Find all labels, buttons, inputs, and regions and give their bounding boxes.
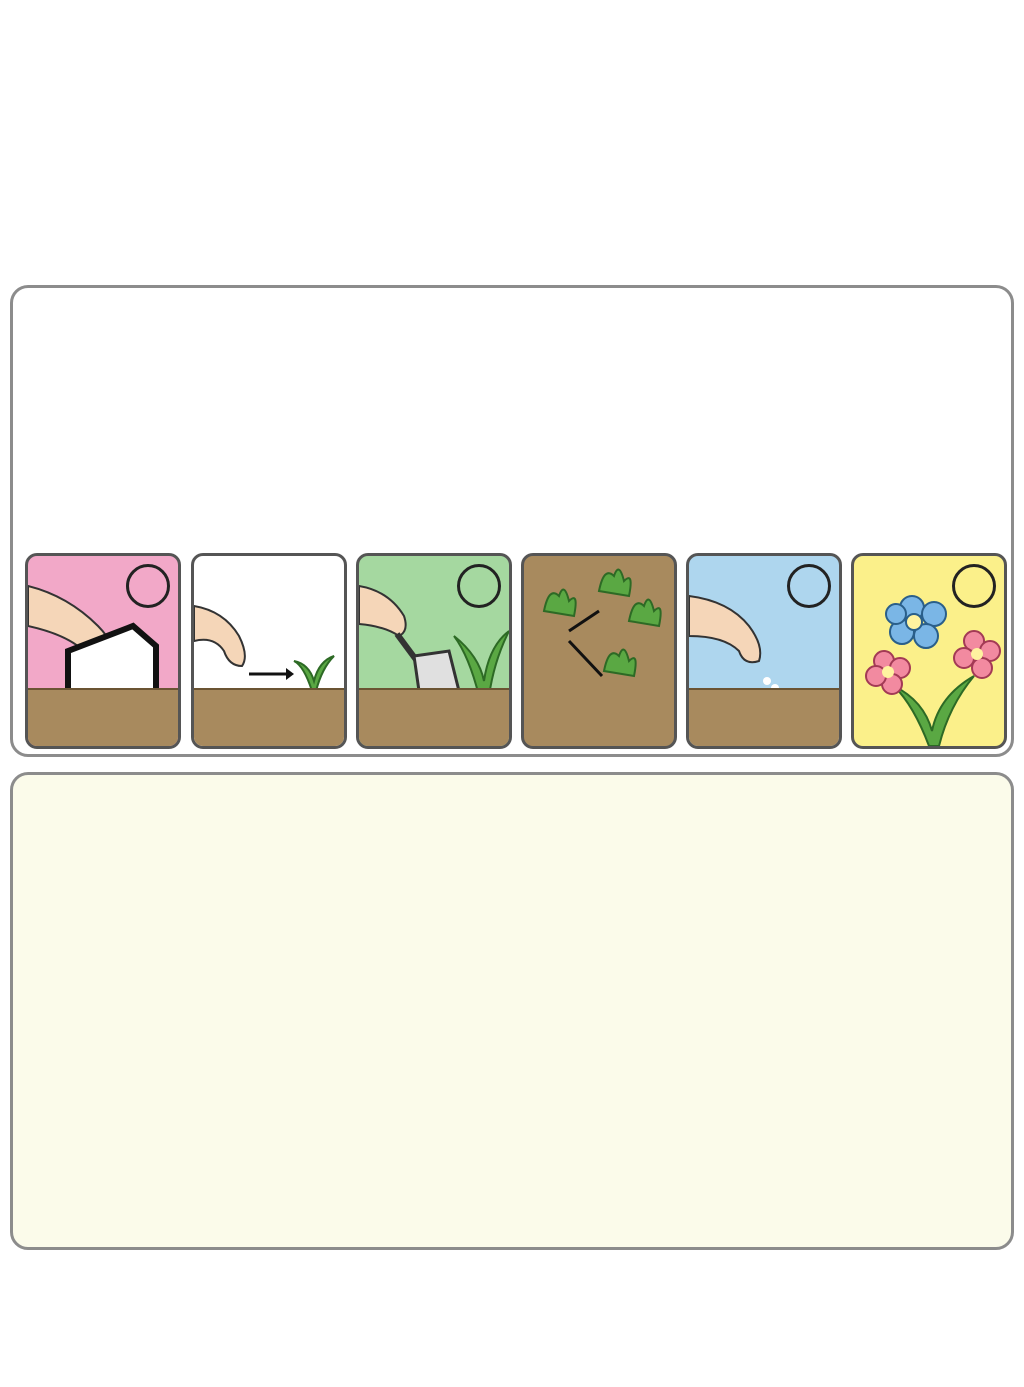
panel-spacing (521, 553, 677, 749)
instructions-box (10, 772, 1014, 1250)
step-badge (457, 564, 501, 608)
panel-flowering (851, 553, 1007, 749)
panel-planting-out (356, 553, 512, 749)
step-badge (952, 564, 996, 608)
plant-spacing-icon (524, 556, 677, 749)
instructions-text (30, 785, 1005, 956)
panel-sowing-indoors (25, 553, 181, 749)
panel-germination (191, 553, 347, 749)
step-badge (126, 564, 170, 608)
calendar-grid (450, 301, 1002, 538)
panel-sowing-outdoors (686, 553, 842, 749)
sowing-calendar (10, 285, 1014, 757)
step-badge (787, 564, 831, 608)
